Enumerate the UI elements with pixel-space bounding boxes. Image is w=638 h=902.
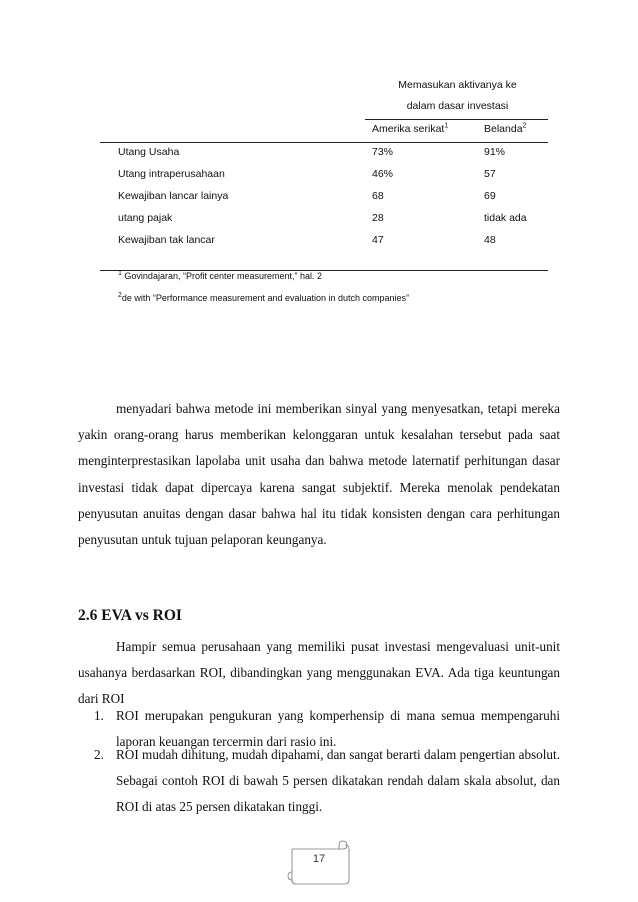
list-number: 1. [94,708,104,723]
list-number: 2. [94,747,104,762]
page-number: 17 [312,853,326,865]
row-value-us: 46% [372,168,394,180]
section-paragraph: Hampir semua perusahaan yang memiliki pusat investasi mengevaluasi unit-unit usahanya berdasarkan ROI, dibandingkan yang menggunakan EVA. Ada tiga keuntungan dari ROI [78,639,560,707]
table-group-header [365,75,550,117]
row-value-us: 68 [372,190,384,202]
table-group-header-line1: Memasukan aktivanya ke [398,79,517,91]
body-paragraph: menyadari bahwa metode ini memberikan sinyal yang menyesatkan, tetapi mereka yakin orang-orang harus memberikan kelonggaran untuk kesalahan tersebut pada saat menginterprestasikan lapolaba unit usaha dan bahwa metode laternatif perhitungan dasar investasi tidak dapat dipercaya karena sangat subjektif. Mereka menolak pendekatan penyusutan anuitas dengan dasar bahwa hal itu tidak konsisten dengan cara perhitungan penyusutan untuk tujuan pelaporan keunganya. [78,401,560,548]
list-text: ROI mudah dihitung, mudah dipahami, dan sangat berarti dalam pengertian absolut. Sebagai contoh ROI di bawah 5 persen dikatakan rendah dalam skala absolut, dan ROI di atas 25 persen dikatakan tinggi. [116,747,560,815]
column-header-us: Amerika serikat$^1$ [372,122,449,135]
row-value-nl: tidak ada [484,212,527,224]
row-value-us: 47 [372,234,384,246]
row-value-nl: 48 [484,234,496,246]
row-label: utang pajak [118,212,173,224]
row-value-nl: 91% [484,146,506,158]
row-label: Utang Usaha [118,146,180,158]
section-heading: 2.6 EVA vs ROI [78,607,182,624]
row-value-nl: 57 [484,168,496,180]
footnote-1: $^1$ Govindajaran, “Profit center measurement,” hal. 2 [118,270,323,281]
row-label: Utang intraperusahaan [118,168,225,180]
row-value-us: 28 [372,212,384,224]
row-label: Kewajiban tak lancar [118,234,215,246]
list-item [94,742,560,821]
footnote-2: $^2$de with “Performance measurement and evaluation in dutch companies” [118,292,410,303]
list-text: ROI merupakan pengukuran yang komperhensip di mana semua mempengaruhi laporan keuangan tercermin dari rasio ini. [116,708,560,750]
row-value-us: 73% [372,146,394,158]
page-number-ornament [283,840,355,885]
table-group-header-line2: dalam dasar investasi [406,100,509,112]
row-value-nl: 69 [484,190,496,202]
row-label: Kewajiban lancar lainya [118,190,229,202]
column-header-nl: Belanda$^2$ [484,122,527,135]
